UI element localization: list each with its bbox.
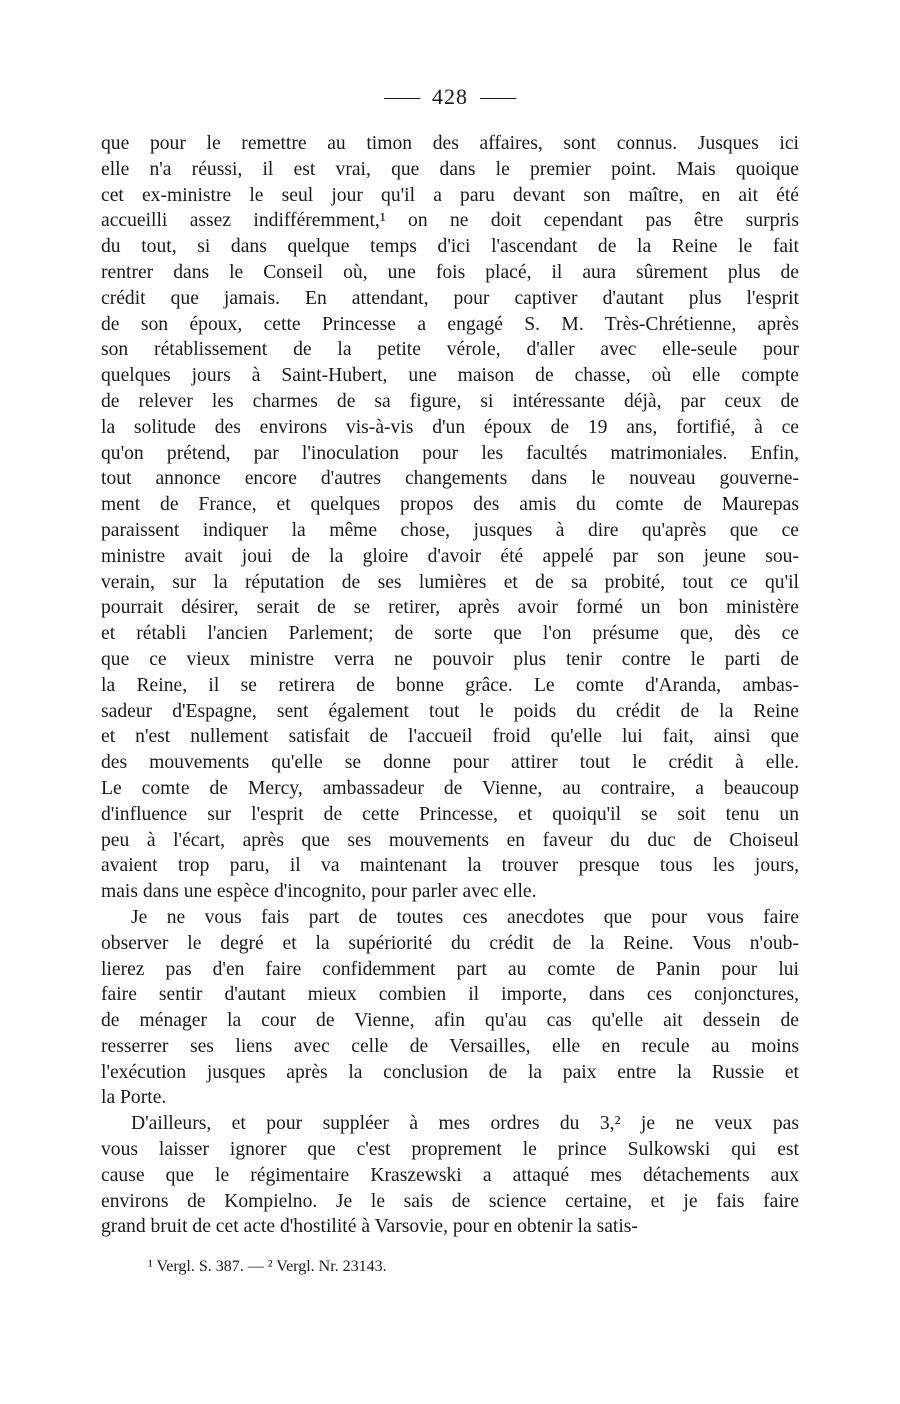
text-line: paraissent indiquer la même chose, jusques à dire qu'après que ce: [101, 519, 799, 541]
footnotes: ¹ Vergl. S. 387. — ² Vergl. Nr. 23143.: [148, 1258, 387, 1275]
text-line: tout annonce encore d'autres changements dans le nouveau gouverne-: [101, 468, 799, 490]
text-line: d'influence sur l'esprit de cette Princesse, et quoiqu'il se soit tenu un: [101, 803, 799, 825]
text-line: de son époux, cette Princesse a engagé S. M. Très-Chrétienne, après: [101, 313, 799, 335]
text-line: la Porte.: [101, 1087, 167, 1109]
text-line: ment de France, et quelques propos des amis du comte de Maurepas: [101, 494, 799, 516]
page-number-header: [0, 84, 900, 110]
text-line: verain, sur la réputation de ses lumières et de sa probité, tout ce qu'il: [101, 571, 799, 593]
text-line: elle n'a réussi, il est vrai, que dans le premier point. Mais quoique: [101, 158, 799, 180]
text-line: mais dans une espèce d'incognito, pour parler avec elle.: [101, 881, 537, 903]
text-line: avaient trop paru, il va maintenant la trouver presque tous les jours,: [101, 855, 799, 877]
text-line: rentrer dans le Conseil où, une fois placé, il aura sûrement plus de: [101, 261, 799, 283]
text-line: accueilli assez indifféremment,¹ on ne doit cependant pas être surpris: [101, 210, 799, 232]
text-line: et rétabli l'ancien Parlement; de sorte que l'on présume que, dès ce: [101, 623, 799, 645]
text-line: D'ailleurs, et pour suppléer à mes ordres du 3,² je ne veux pas: [131, 1113, 799, 1135]
text-line: cause que le régimentaire Kraszewski a attaqué mes détachements aux: [101, 1164, 799, 1186]
text-line: lierez pas d'en faire confidemment part au comte de Panin pour lui: [101, 958, 799, 980]
text-line: sadeur d'Espagne, sent également tout le poids du crédit de la Reine: [101, 700, 799, 722]
text-line: peu à l'écart, après que ses mouvements en faveur du duc de Choiseul: [101, 829, 799, 851]
text-line: que pour le remettre au timon des affaires, sont connus. Jusques ici: [101, 133, 799, 154]
text-line: qu'on prétend, par l'inoculation pour les facultés matrimoniales. Enfin,: [101, 442, 799, 464]
text-line: vous laisser ignorer que c'est proprement le prince Sulkowski qui est: [101, 1139, 799, 1161]
page-number-dash-left: [384, 98, 420, 99]
text-line: environs de Kompielno. Je le sais de science certaine, et je fais faire: [101, 1190, 799, 1212]
paragraph-2: [101, 905, 799, 1111]
text-line: de relever les charmes de sa figure, si intéressante déjà, par ceux de: [101, 390, 799, 412]
text-line: crédit que jamais. En attendant, pour captiver d'autant plus l'esprit: [101, 287, 799, 309]
text-line: grand bruit de cet acte d'hostilité à Varsovie, pour en obtenir la satis-: [101, 1216, 638, 1238]
text-line: faire sentir d'autant mieux combien il importe, dans ces conjonctures,: [101, 984, 799, 1006]
paragraph-1: [101, 131, 799, 905]
paragraph-3: [101, 1111, 799, 1240]
page-number-dash-right: [480, 98, 516, 99]
text-line: la Reine, il se retirera de bonne grâce. Le comte d'Aranda, ambas-: [101, 674, 799, 696]
text-line: Le comte de Mercy, ambassadeur de Vienne, au contraire, a beaucoup: [101, 777, 799, 799]
text-line: des mouvements qu'elle se donne pour attirer tout le crédit à elle.: [101, 752, 799, 774]
text-line: ministre avait joui de la gloire d'avoir été appelé par son jeune sou-: [101, 545, 799, 567]
text-line: et n'est nullement satisfait de l'accueil froid qu'elle lui fait, ainsi que: [101, 726, 799, 748]
body-text: [101, 131, 799, 1240]
text-line: de ménager la cour de Vienne, afin qu'au cas qu'elle ait dessein de: [101, 1010, 799, 1032]
text-line: l'exécution jusques après la conclusion de la paix entre la Russie et: [101, 1061, 799, 1083]
text-line: pourrait désirer, serait de se retirer, après avoir formé un bon ministère: [101, 597, 799, 619]
text-line: que ce vieux ministre verra ne pouvoir plus tenir contre le parti de: [101, 648, 799, 670]
page-number: 428: [432, 84, 468, 109]
text-line: resserrer ses liens avec celle de Versailles, elle en recule au moins: [101, 1035, 799, 1057]
text-line: cet ex-ministre le seul jour qu'il a paru devant son maître, en ait été: [101, 184, 799, 206]
text-line: la solitude des environs vis-à-vis d'un époux de 19 ans, fortifié, à ce: [101, 416, 799, 438]
text-line: son rétablissement de la petite vérole, d'aller avec elle-seule pour: [101, 339, 799, 361]
text-line: du tout, si dans quelque temps d'ici l'ascendant de la Reine le fait: [101, 236, 799, 258]
text-line: Je ne vous fais part de toutes ces anecdotes que pour vous faire: [131, 906, 799, 928]
text-line: observer le degré et la supériorité du crédit de la Reine. Vous n'oub-: [101, 932, 799, 954]
text-line: quelques jours à Saint-Hubert, une maison de chasse, où elle compte: [101, 365, 799, 387]
